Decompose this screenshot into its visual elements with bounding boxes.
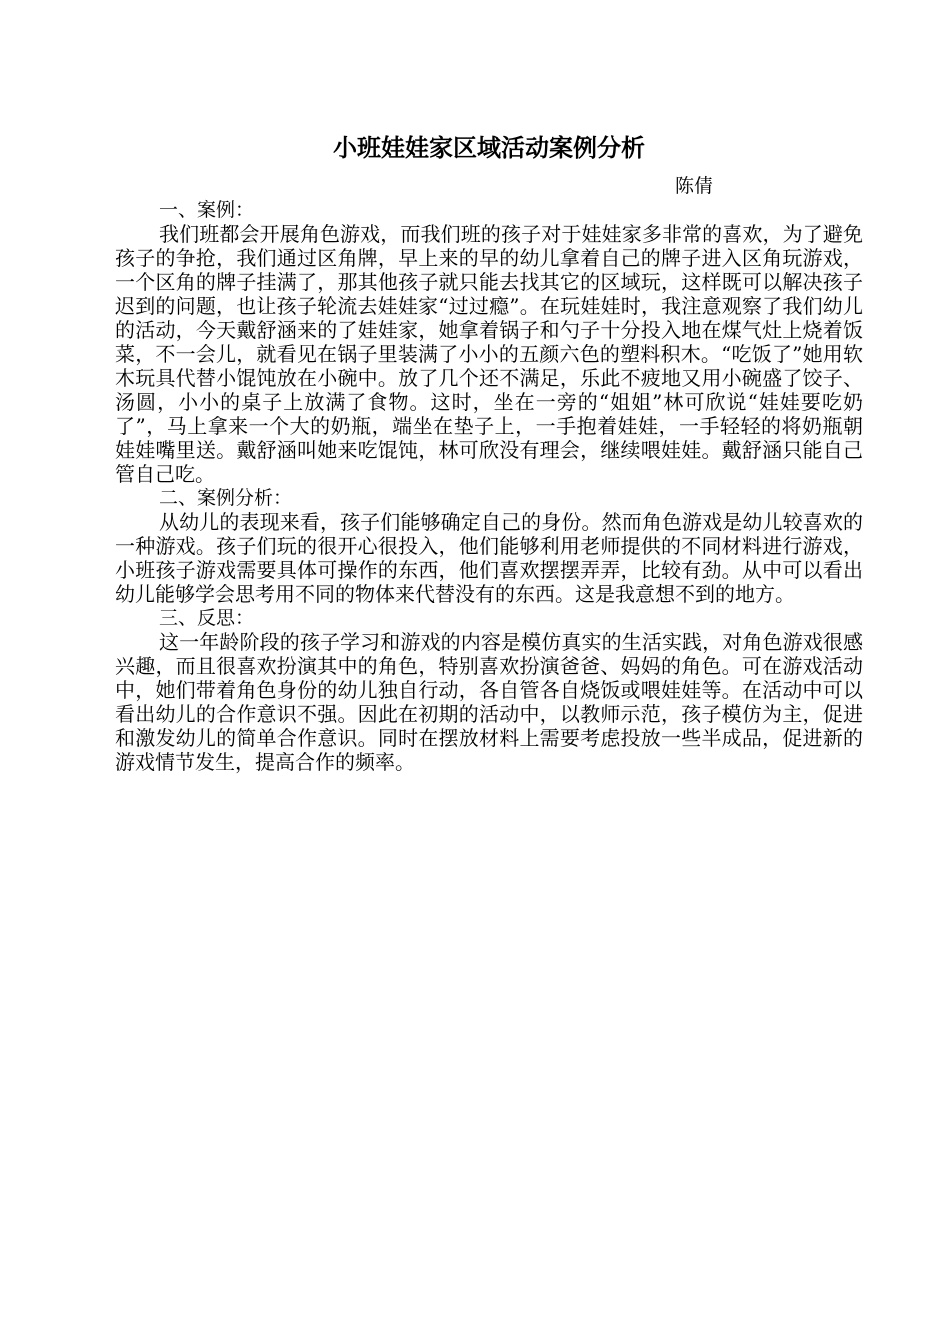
document-author: 陈倩 [674,175,713,197]
document-content [115,130,863,774]
section-heading-reflection: 三、反思： [159,607,255,629]
section-heading-analysis: 二、案例分析： [159,487,293,509]
section-body-reflection: 这一年龄阶段的孩子学习和游戏的内容是模仿真实的生活实践，对角色游戏很感兴趣，而且很喜欢扮演其中的角色，特别喜欢扮演爸爸、妈妈的角色。可在游戏活动中，她们带着角色身份的幼儿独自行动，各自管各自烧饭或喂娃娃等。在活动中可以看出幼儿的合作意识不强。因此在初期的活动中，以教师示范，孩子模仿为主，促进和激发幼儿的简单合作意识。同时在摆放材料上需要考虑投放一些半成品，促进新的游戏情节发生，提高合作的频率。 [115,630,863,774]
section-body-analysis: 从幼儿的表现来看，孩子们能够确定自己的身份。然而角色游戏是幼儿较喜欢的一种游戏。孩子们玩的很开心很投入，他们能够利用老师提供的不同材料进行游戏，小班孩子游戏需要具体可操作的东西，他们喜欢摆摆弄弄，比较有劲。从中可以看出幼儿能够学会思考用不同的物体来代替没有的东西。这是我意想不到的地方。 [115,510,863,606]
section-body-case: 我们班都会开展角色游戏，而我们班的孩子对于娃娃家多非常的喜欢，为了避免孩子的争抢，我们通过区角牌，早上来的早的幼儿拿着自己的牌子进入区角玩游戏，一个区角的牌子挂满了，那其他孩子就只能去找其它的区域玩，这样既可以解决孩子迟到的问题，也让孩子轮流去娃娃家“过过瘾”。在玩娃娃时，我注意观察了我们幼儿的活动，今天戴舒涵来的了娃娃家，她拿着锅子和勺子十分投入地在煤气灶上烧着饭菜，不一会儿，就看见在锅子里装满了小小的五颜六色的塑料积木。“吃饭了”她用软木玩具代替小馄饨放在小碗中。放了几个还不满足，乐此不疲地又用小碗盛了饺子、汤圆，小小的桌子上放满了食物。这时，坐在一旁的“姐姐”林可欣说“娃娃要吃奶了”，马上拿来一个大的奶瓶，端坐在垫子上，一手抱着娃娃，一手轻轻的将奶瓶朝娃娃嘴里送。戴舒涵叫她来吃馄饨，林可欣没有理会，继续喂娃娃。戴舒涵只能自己管自己吃。 [115,222,863,486]
section-heading-case: 一、案例： [159,199,255,221]
document-title: 小班娃娃家区域活动案例分析 [333,133,645,162]
